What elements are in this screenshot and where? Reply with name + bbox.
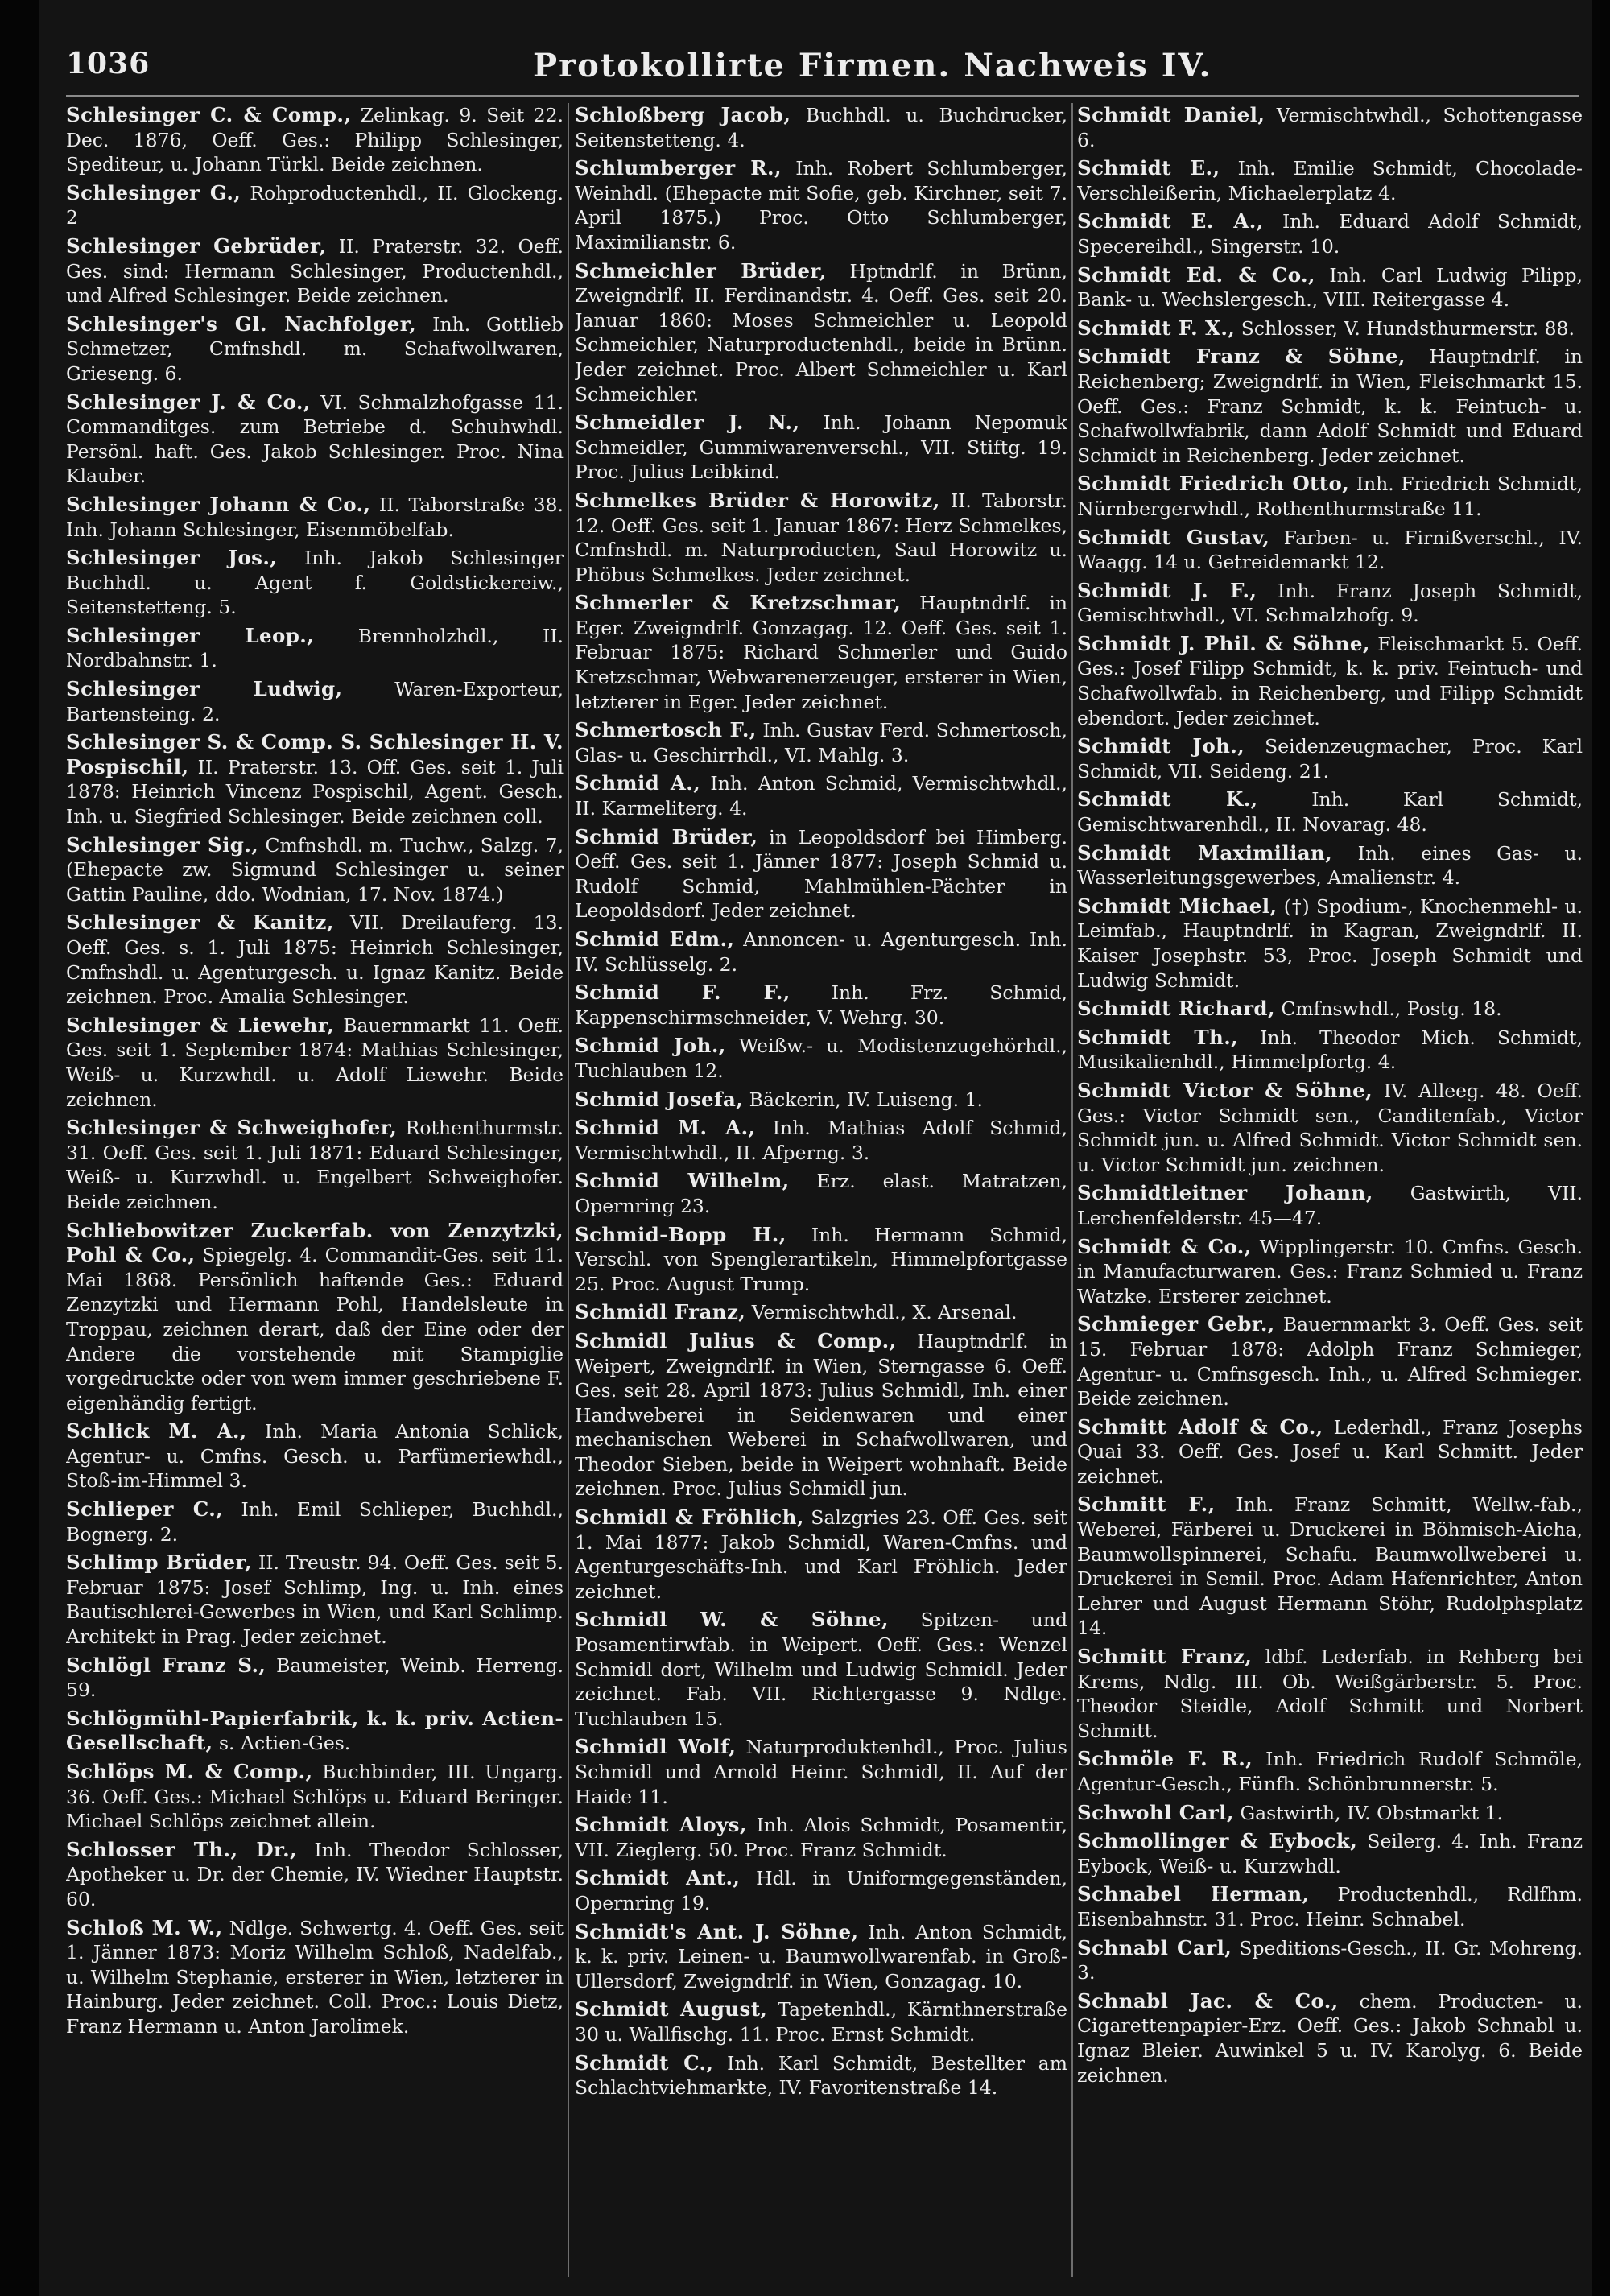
firm-details: Hdl. in Uniformgegenständen, Opernring 19. — [575, 1867, 1067, 1914]
firm-name: Schmidt K., — [1077, 787, 1258, 811]
page-header — [66, 47, 1579, 89]
firm-details: Inh. Anton Schmidt, k. k. priv. Leinen- u. Baumwollwarenfab. in Groß-Ullersdorf, Zweigndrlf. in Wien, Gonzagag. 10. — [575, 1920, 1067, 1992]
firm-details: Hptndrlf. in Brünn, Zweigndrlf. II. Ferdinandstr. 4. Oeff. Ges. seit 20. Januar 1860: Moses Schmeichler u. Leopold Schmeichler, Naturproductenhdl., beide in Brünn. Jeder zeichnet. Proc. Albert Schmeichler u. Karl Schmeichler. — [575, 259, 1067, 406]
firm-entry — [66, 730, 564, 828]
firm-entry — [66, 677, 564, 726]
firm-name: Schmidt Franz & Söhne, — [1077, 345, 1406, 369]
firm-details: Hauptndrlf. in Eger. Zweigndrlf. Gonzagag. 12. Oeff. Ges. seit 1. Februar 1875: Richard Schmerler und Guido Kretzschmar, Webwarenerzeuger, ersterer in Wien, letzterer in Eger. Jeder zeichnet. — [575, 592, 1067, 713]
firm-entry — [575, 1034, 1067, 1083]
firm-name: Schlesinger C. & Comp., — [66, 103, 352, 126]
firm-name: Schliebowitzer Zuckerfab. von Zenzytzki, Pohl & Co., — [66, 1218, 564, 1267]
firm-name: Schmidt J. F., — [1077, 578, 1257, 602]
firm-details: Inh. Anton Schmid, Vermischtwhdl., II. Karmeliterg. 4. — [575, 772, 1067, 820]
firm-entry — [66, 1760, 564, 1834]
firm-details: II. Treustr. 94. Oeff. Ges. seit 5. Februar 1875: Josef Schlimp, Ing. u. Inh. eines Bautischlerei-Gewerbes in Wien, und Karl Schlimp. Architekt in Prag. Jeder zeichnet. — [66, 1551, 564, 1649]
firm-details: VII. Dreilauferg. 13. Oeff. Ges. s. 1. Juli 1875: Heinrich Schlesinger, Cmfnshdl. u. Agenturgesch. u. Ignaz Kanitz. Beide zeichnen. Proc. Amalia Schlesinger. — [66, 911, 564, 1009]
firm-entry — [66, 1838, 564, 1912]
firm-entry — [575, 927, 1067, 977]
firm-details: Inh. Gustav Ferd. Schmertosch, Glas- u. Geschirrhdl., VI. Mahlg. 3. — [575, 719, 1067, 766]
firm-details: Vermischtwhdl., X. Arsenal. — [751, 1301, 1018, 1324]
firm-name: Schmidt's Ant. J. Söhne, — [575, 1919, 859, 1943]
firm-entry — [1077, 1312, 1583, 1410]
firm-details: Inh. Carl Ludwig Pilipp, Bank- u. Wechslergesch., VIII. Reitergasse 4. — [1077, 263, 1583, 312]
firm-name: Schmieger Gebr., — [1077, 1312, 1275, 1336]
firm-details: Hauptndrlf. in Reichenberg; Zweigndrlf. in Wien, Fleischmarkt 15. Oeff. Ges.: Franz Schmidt, k. k. Feintuch- u. Schafwollwfabrik, dann Adolf Schmidt und Eduard Schmidt in Reichenberg. Jeder zeichnet. — [1077, 345, 1583, 467]
firm-name: Schmidl & Fröhlich, — [575, 1505, 804, 1530]
firm-details: Farben- u. Firnißverschl., IV. Waagg. 14 u. Getreidemarkt 12. — [1077, 526, 1583, 574]
firm-entry — [66, 624, 564, 673]
firm-entry — [1077, 209, 1583, 258]
firm-name: Schmidt E. A., — [1077, 209, 1264, 233]
firm-name: Schlesinger Johann & Co., — [66, 492, 371, 516]
firm-name: Schmöle F. R., — [1077, 1747, 1253, 1771]
column-divider — [1071, 103, 1073, 2277]
firm-details: Gastwirth, IV. Obstmarkt 1. — [1240, 1801, 1503, 1824]
firm-name: Schmid Edm., — [575, 927, 735, 951]
firm-entry — [66, 1219, 564, 1416]
firm-entry — [1077, 579, 1583, 628]
firm-details: Gastwirth, VII. Lerchenfelderstr. 45—47. — [1077, 1182, 1583, 1229]
firm-name: Schmid A., — [575, 771, 701, 795]
firm-details: Hauptndrlf. in Weipert, Zweigndrlf. in Wien, Sterngasse 6. Oeff. Ges. seit 28. April 1873: Julius Schmidl, Inh. einer Handweberei in Seidenwaren und einer mechanischen Weberei in Schafwollwaren, und Theodor Sieben, beide in Weipert wohnhaft. Beide zeichnen. Proc. Julius Schmidl jun. — [575, 1329, 1067, 1501]
firm-details: Inh. Franz Joseph Schmidt, Gemischtwhdl., VI. Schmalzhofg. 9. — [1077, 579, 1583, 627]
firm-name: Schmollinger & Eybock, — [1077, 1829, 1358, 1853]
firm-name: Schmitt Adolf & Co., — [1077, 1414, 1323, 1439]
firm-details: Inh. Karl Schmidt, Gemischtwarenhdl., II. Novarag. 48. — [1077, 788, 1583, 836]
firm-entry — [575, 411, 1067, 485]
firm-details: Cmfnshdl. m. Tuchw., Salzg. 7, (Ehepacte zw. Sigmund Schlesinger u. seiner Gattin Pauline, ddo. Wodnian, 17. Nov. 1874.) — [66, 833, 564, 906]
firm-entry — [575, 1223, 1067, 1297]
firm-name: Schmertosch F., — [575, 718, 757, 742]
firm-name: Schmitt F., — [1077, 1493, 1216, 1517]
firm-name: Schnabel Herman, — [1077, 1882, 1310, 1906]
firm-name: Schlesinger Jos., — [66, 546, 278, 570]
firm-name: Schmidt Michael, — [1077, 894, 1278, 918]
firm-entry — [66, 390, 564, 489]
firm-details: Salzgries 23. Off. Ges. seit 1. Mai 1877: Jakob Schmidl, Waren-Cmfns. und Agenturgeschäfts-Inh. und Karl Fröhlich. Jeder zeichnet. — [575, 1506, 1067, 1603]
firm-name: Schmidt Victor & Söhne, — [1077, 1078, 1373, 1102]
firm-name: Schlögmühl-Papierfabrik, k. k. priv. Actien-Gesellschaft, — [66, 1706, 564, 1755]
firm-name: Schmid-Bopp H., — [575, 1222, 786, 1246]
firm-details: Ndlge. Schwertg. 4. Oeff. Ges. seit 1. Jänner 1873: Moriz Wilhelm Schloß, Nadelfab., u. Wilhelm Stephanie, ersterer in Wien, letzterer in Hainburg. Jeder zeichnet. Coll. Proc.: Louis Dietz, Franz Hermann u. Anton Jarolimek. — [66, 1916, 564, 2038]
firm-name: Schmeidler J. N., — [575, 411, 800, 435]
firm-details: IV. Alleeg. 48. Oeff. Ges.: Victor Schmidt sen., Canditenfab., Victor Schmidt jun. u. Alfred Schmidt. Victor Schmidt sen. u. Victor Schmidt jun. zeichnen. — [1077, 1079, 1583, 1176]
firm-name: Schmidt Th., — [1077, 1025, 1239, 1049]
firm-entry — [1077, 787, 1583, 836]
firm-entry — [1077, 156, 1583, 205]
firm-entry — [575, 156, 1067, 254]
firm-name: Schnabl Jac. & Co., — [1077, 1988, 1339, 2013]
firm-details: Inh. Emilie Schmidt, Chocolade-Verschleißerin, Michaelerplatz 4. — [1077, 157, 1583, 204]
firm-entry — [1077, 1747, 1583, 1796]
firm-details: (†) Spodium-, Knochenmehl- u. Leimfab., Hauptndrlf. in Kagran, Zweigndrlf. II. Kaiser Josephstr. 53, Proc. Joseph Schmidt und Ludwig Schmidt. — [1077, 894, 1583, 992]
firm-name: Schmidl Wolf, — [575, 1735, 737, 1759]
firm-name: Schlesinger Ludwig, — [66, 677, 343, 701]
firm-name: Schlesinger & Schweighofer, — [66, 1116, 398, 1140]
firm-entry — [66, 911, 564, 1009]
firm-entry — [575, 825, 1067, 923]
column-1 — [66, 103, 564, 2277]
firm-name: Schlimp Brüder, — [66, 1551, 252, 1575]
firm-entry — [66, 312, 564, 386]
firm-name: Schlesinger & Kanitz, — [66, 911, 334, 935]
firm-name: Schmidt Friedrich Otto, — [1077, 472, 1350, 496]
firm-name: Schmidtleitner Johann, — [1077, 1181, 1373, 1205]
firm-details: Weißw.- u. Modistenzugehörhdl., Tuchlauben 12. — [575, 1034, 1067, 1082]
firm-name: Schmidt August, — [575, 1997, 768, 2021]
firm-name: Schmidt & Co., — [1077, 1234, 1252, 1258]
firm-details: Inh. Johann Nepomuk Schmeidler, Gummiwarenverschl., VII. Stiftg. 19. Proc. Julius Leibkind. — [575, 411, 1067, 484]
firm-name: Schwohl Carl, — [1077, 1800, 1234, 1824]
firm-entry — [66, 1497, 564, 1546]
firm-entry — [1077, 1415, 1583, 1489]
firm-details: Zelinkag. 9. Seit 22. Dec. 1876, Oeff. Ges.: Philipp Schlesinger, Spediteur, u. Johann Türkl. Beide zeichnen. — [66, 104, 564, 176]
firm-details: Productenhdl., Rdlfhm. Eisenbahnstr. 31. Proc. Heinr. Schnabel. — [1077, 1883, 1583, 1931]
firm-name: Schlesinger G., — [66, 180, 242, 204]
firm-entry — [1077, 263, 1583, 312]
firm-name: Schmidl Julius & Comp., — [575, 1328, 897, 1352]
firm-name: Schmid Wilhelm, — [575, 1169, 790, 1193]
firm-name: Schlesinger J. & Co., — [66, 390, 311, 414]
firm-entry — [66, 1707, 564, 1756]
firm-entry — [66, 234, 564, 308]
firm-name: Schmidt Maximilian, — [1077, 840, 1333, 865]
firm-entry — [1077, 1989, 1583, 2087]
firm-details: Vermischtwhdl., Schottengasse 6. — [1077, 104, 1583, 151]
firm-details: Inh. Karl Schmidt, Bestellter am Schlachtviehmarkte, IV. Favoritenstraße 14. — [575, 2051, 1067, 2100]
firm-details: Spiegelg. 4. Commandit-Ges. seit 11. Mai 1868. Persönlich haftende Ges.: Eduard Zenzytzki und Hermann Pohl, Handelsleute in Troppau, zeichnen derart, daß der Eine oder der Andere die vorstehende mit Stampiglie vorgedruckte oder von wem immer geschriebene F. eigenhändig fertigt. — [66, 1244, 564, 1414]
firm-entry — [66, 1116, 564, 1214]
firm-name: Schlesinger Leop., — [66, 623, 315, 647]
firm-details: Inh. Jakob Schlesinger Buchhdl. u. Agent f. Goldstickereiw., Seitenstetteng. 5. — [66, 547, 564, 619]
firm-entry — [575, 1608, 1067, 1731]
firm-details: Inh. Frz. Schmid, Kappenschirmschneider, V. Wehrg. 30. — [575, 981, 1067, 1029]
firm-name: Schlesinger's Gl. Nachfolger, — [66, 312, 417, 336]
firm-entry — [1077, 1936, 1583, 1985]
firm-entry — [1077, 103, 1583, 152]
firm-details: Spitzen- und Posamentirwfab. in Weipert. Oeff. Ges.: Wenzel Schmidl dort, Wilhelm und Ludwig Schmidl. Jeder zeichnet. Fab. VII. Richtergasse 9. Ndlge. Tuchlauben 15. — [575, 1608, 1067, 1730]
firm-entry — [66, 1916, 564, 2039]
firm-details: Lederhdl., Franz Josephs Quai 33. Oeff. Ges. Josef u. Karl Schmitt. Jeder zeichnet. — [1077, 1415, 1583, 1488]
firm-details: Fleischmarkt 5. Oeff. Ges.: Josef Filipp Schmidt, k. k. priv. Feintuch- und Schafwollwfab. in Reichenberg, und Filipp Schmidt ebendort. Jeder zeichnet. — [1077, 632, 1583, 729]
firm-details: Bäckerin, IV. Luiseng. 1. — [749, 1088, 983, 1111]
firm-name: Schmidl Franz, — [575, 1300, 746, 1324]
firm-details: Inh. Eduard Adolf Schmidt, Specereihdl., Singerstr. 10. — [1077, 210, 1583, 258]
firm-entry — [1077, 1493, 1583, 1641]
firm-details: Seidenzeugmacher, Proc. Karl Schmidt, VII. Seideng. 21. — [1077, 735, 1583, 783]
firm-entry — [66, 1551, 564, 1649]
firm-details: Inh. Friedrich Schmidt, Nürnbergerwhdl., Rothenthurmstraße 11. — [1077, 473, 1583, 520]
firm-details: in Leopoldsdorf bei Himberg. Oeff. Ges. seit 1. Jänner 1877: Joseph Schmid u. Rudolf Schmid, Mahlmühlen-Pächter in Leopoldsdorf. Jeder zeichnet. — [575, 825, 1067, 923]
firm-details: II. Taborstr. 12. Oeff. Ges. seit 1. Januar 1867: Herz Schmelkes, Cmfnshdl. m. Naturproducten, Saul Horowitz u. Phöbus Schmelkes. Jeder zeichnet. — [575, 489, 1067, 586]
firm-entry — [1077, 1181, 1583, 1230]
firm-entry — [575, 1813, 1067, 1862]
firm-entry — [1077, 345, 1583, 468]
firm-details: Schlosser, V. Hundsthurmerstr. 88. — [1241, 316, 1575, 340]
firm-details: II. Taborstraße 38. Inh. Johann Schlesinger, Eisenmöbelfab. — [66, 493, 564, 541]
firm-name: Schmidt Ant., — [575, 1866, 741, 1890]
firm-entry — [575, 1505, 1067, 1604]
firm-entry — [1077, 1026, 1583, 1075]
firm-details: Rohproductenhdl., II. Glockeng. 2 — [66, 181, 564, 229]
firm-entry — [1077, 316, 1583, 341]
firm-name: Schlick M. A., — [66, 1419, 247, 1443]
firm-details: Speditions-Gesch., II. Gr. Mohreng. 3. — [1077, 1936, 1583, 1984]
firm-entry — [66, 833, 564, 907]
firm-details: Buchbinder, III. Ungarg. 36. Oeff. Ges.: Michael Schlöps u. Eduard Beringer. Michael Schlöps zeichnet allein. — [66, 1761, 564, 1833]
firm-entry — [575, 1920, 1067, 1994]
firm-details: Rothenthurmstr. 31. Oeff. Ges. seit 1. Juli 1871: Eduard Schlesinger, Weiß- u. Kurzwhdl. u. Engelbert Schweighofer. Beide zeichnen. — [66, 1117, 564, 1213]
firm-name: Schmidt Richard, — [1077, 997, 1275, 1021]
firm-entry — [1077, 526, 1583, 575]
firm-details: Naturproduktenhdl., Proc. Julius Schmidl und Arnold Heinr. Schmidl, II. Auf der Haide 11. — [575, 1736, 1067, 1808]
firm-name: Schmidt C., — [575, 2050, 714, 2075]
firm-details: Buchhdl. u. Buchdrucker, Seitenstetteng. 4. — [575, 104, 1067, 151]
running-title: Protokollirte Firmen. Nachweis IV. — [533, 47, 1212, 85]
firm-details: s. Actien-Ges. — [218, 1732, 351, 1755]
firm-details: Inh. Gottlieb Schmetzer, Cmfnshdl. m. Schafwollwaren, Grieseng. 6. — [66, 312, 564, 385]
firm-details: Cmfnswhdl., Postg. 18. — [1281, 997, 1502, 1021]
firm-details: Bauernmarkt 3. Oeff. Ges. seit 15. Februar 1878: Adolph Franz Schmieger, Agentur- u. Cmfnsgesch. Inh., u. Alfred Schmieger. Beide zeichnen. — [1077, 1313, 1583, 1410]
firm-name: Schmidt Gustav, — [1077, 525, 1270, 549]
firm-details: II. Praterstr. 13. Off. Ges. seit 1. Juli 1878: Heinrich Vincenz Pospischil, Agent. Gesch. Inh. u. Siegfried Schlesinger. Beide zeichnen coll. — [66, 755, 564, 828]
firm-details: Seilerg. 4. Inh. Franz Eybock, Weiß- u. Kurzwhdl. — [1077, 1830, 1583, 1877]
firm-entry — [575, 103, 1067, 152]
firm-entry — [1077, 472, 1583, 521]
firm-details: Inh. Robert Schlumberger, Weinhdl. (Ehepacte mit Sofie, geb. Kirchner, seit 7. April 1875.) Proc. Otto Schlumberger, Maximilianstr. 6. — [575, 157, 1067, 254]
firm-entry — [1077, 997, 1583, 1022]
firm-details: II. Praterstr. 32. Oeff. Ges. sind: Hermann Schlesinger, Productenhdl., und Alfred Schlesinger. Beide zeichnen. — [66, 234, 564, 308]
firm-name: Schmid M. A., — [575, 1116, 756, 1140]
firm-name: Schmidt Joh., — [1077, 734, 1245, 758]
firm-details: Erz. elast. Matratzen, Opernring 23. — [575, 1170, 1067, 1217]
firm-entry — [1077, 734, 1583, 783]
firm-details: Waren-Exporteur, Bartensteing. 2. — [66, 678, 564, 725]
firm-entry — [1077, 1645, 1583, 1743]
column-3 — [1077, 103, 1583, 2277]
firm-details: Inh. Mathias Adolf Schmid, Vermischtwhdl., II. Afperng. 3. — [575, 1117, 1067, 1164]
firm-entry — [575, 591, 1067, 714]
firm-details: Inh. Theodor Mich. Schmidt, Musikalienhdl., Himmelpfortg. 4. — [1077, 1026, 1583, 1074]
firm-entry — [1077, 1235, 1583, 1309]
firm-entry — [66, 493, 564, 542]
firm-details: Baumeister, Weinb. Herreng. 59. — [66, 1654, 564, 1702]
firm-name: Schmid Joh., — [575, 1034, 726, 1058]
firm-name: Schmidt Aloys, — [575, 1813, 747, 1837]
firm-name: Schlosser Th., Dr., — [66, 1837, 297, 1861]
firm-entry — [575, 1997, 1067, 2046]
firm-entry — [66, 1014, 564, 1112]
firm-name: Schmidl W. & Söhne, — [575, 1608, 889, 1632]
firm-entry — [575, 1329, 1067, 1501]
firm-entry — [575, 1735, 1067, 1809]
firm-entry — [575, 1866, 1067, 1915]
firm-name: Schlesinger Sig., — [66, 832, 259, 857]
firm-details: Inh. Maria Antonia Schlick, Agentur- u. Cmfns. Gesch. u. Parfümeriewhdl., Stoß-im-Himmel 3. — [66, 1420, 564, 1493]
firm-name: Schloßberg Jacob, — [575, 103, 791, 126]
scan-left-edge — [0, 0, 39, 2296]
firm-name: Schmerler & Kretzschmar, — [575, 591, 902, 615]
firm-details: Inh. Hermann Schmid, Verschl. von Spenglerartikeln, Himmelpfortgasse 25. Proc. August Trump. — [575, 1223, 1067, 1295]
firm-name: Schmidt F. X., — [1077, 316, 1236, 340]
firm-details: Inh. Franz Schmitt, Wellw.-fab., Weberei, Färberei u. Druckerei in Böhmisch-Aicha, Baumwollspinnerei, Schafu. Baumwollweberei u. Druckerei in Semil. Proc. Adam Hafenrichter, Anton Lehrer und August Hermann Stöhr, Rudolphsplatz 14. — [1077, 1493, 1583, 1640]
firm-details: VI. Schmalzhofgasse 11. Commanditges. zum Betriebe d. Schuhwhdl. Persönl. haft. Ges. Jakob Schlesinger. Proc. Nina Klauber. — [66, 390, 564, 488]
firm-details: Inh. Theodor Schlosser, Apotheker u. Dr. der Chemie, IV. Wiedner Hauptstr. 60. — [66, 1838, 564, 1910]
firm-entry — [66, 181, 564, 230]
firm-entry — [1077, 1079, 1583, 1177]
firm-entry — [575, 1088, 1067, 1113]
firm-entry — [1077, 841, 1583, 890]
firm-details: Brennholzhdl., II. Nordbahnstr. 1. — [66, 624, 564, 672]
firm-details: Inh. eines Gas- u. Wasserleitungsgewerbes, Amalienstr. 4. — [1077, 841, 1583, 890]
firm-name: Schmidt J. Phil. & Söhne, — [1077, 631, 1370, 655]
firm-name: Schlöps M. & Comp., — [66, 1760, 313, 1783]
firm-entry — [575, 259, 1067, 407]
firm-entry — [66, 103, 564, 177]
firm-details: Tapetenhdl., Kärnthnerstraße 30 u. Wallfischg. 11. Proc. Ernst Schmidt. — [575, 1998, 1067, 2046]
firm-name: Schlumberger R., — [575, 156, 782, 180]
firm-name: Schlögl Franz S., — [66, 1653, 266, 1677]
page-number: 1036 — [66, 47, 151, 81]
firm-entry — [66, 1419, 564, 1493]
firm-entry — [1077, 1882, 1583, 1931]
firm-entry — [1077, 632, 1583, 730]
firm-name: Schmelkes Brüder & Horowitz, — [575, 488, 940, 512]
firm-entry — [575, 718, 1067, 767]
firm-entry — [1077, 894, 1583, 993]
firm-name: Schlesinger Gebrüder, — [66, 233, 327, 258]
firm-entry — [575, 981, 1067, 1030]
column-2 — [575, 103, 1067, 2277]
firm-name: Schlieper C., — [66, 1497, 224, 1522]
firm-details: ldbf. Lederfab. in Rehberg bei Krems, Ndlg. III. Ob. Weißgärberstr. 5. Proc. Theodor Steidle, Adolf Schmitt und Norbert Schmitt. — [1077, 1646, 1583, 1742]
firm-entry — [66, 1654, 564, 1703]
firm-details: Inh. Alois Schmidt, Posamentir, VII. Zieglerg. 50. Proc. Franz Schmidt. — [575, 1814, 1067, 1861]
firm-name: Schmidt Daniel, — [1077, 103, 1265, 126]
firm-name: Schnabl Carl, — [1077, 1935, 1232, 1959]
firm-entry — [1077, 1829, 1583, 1878]
firm-entry — [575, 1169, 1067, 1218]
firm-entry — [575, 1300, 1067, 1325]
firm-entry — [575, 489, 1067, 587]
firm-name: Schmid Josefa, — [575, 1087, 744, 1111]
firm-name: Schlesinger & Liewehr, — [66, 1013, 335, 1037]
firm-entry — [575, 2051, 1067, 2100]
firm-name: Schmitt Franz, — [1077, 1645, 1253, 1669]
firm-name: Schmidt E., — [1077, 156, 1220, 180]
firm-entry — [1077, 1801, 1583, 1826]
firm-details: Wipplingerstr. 10. Cmfns. Gesch. in Manufacturwaren. Ges.: Franz Schmied u. Franz Watzke. Ersterer zeichnet. — [1077, 1235, 1583, 1307]
firm-details: Annoncen- u. Agenturgesch. Inh. IV. Schlüsselg. 2. — [575, 928, 1067, 976]
firm-details: Bauernmarkt 11. Oeff. Ges. seit 1. September 1874: Mathias Schlesinger, Weiß- u. Kurzwhdl. u. Adolf Liewehr. Beide zeichnen. — [66, 1014, 564, 1111]
scan-right-edge — [1592, 0, 1610, 2296]
firm-entry — [66, 546, 564, 620]
firm-name: Schmid Brüder, — [575, 824, 758, 849]
firm-entry — [575, 1116, 1067, 1165]
firm-details: Inh. Friedrich Rudolf Schmöle, Agentur-Gesch., Fünfh. Schönbrunnerstr. 5. — [1077, 1748, 1583, 1795]
firm-entry — [575, 771, 1067, 820]
firm-name: Schmidt Ed. & Co., — [1077, 262, 1315, 287]
firm-details: chem. Producten- u. Cigarettenpapier-Erz. Oeff. Ges.: Jakob Schnabl u. Ignaz Bleier. Auwinkel 5 u. IV. Karolyg. 6. Beide zeichnen. — [1077, 1989, 1583, 2087]
firm-name: Schlesinger S. & Comp. S. Schlesinger H. V. Pospischil, — [66, 730, 564, 778]
firm-name: Schmeichler Brüder, — [575, 258, 827, 283]
firm-details: Inh. Emil Schlieper, Buchhdl., Bognerg. 2. — [66, 1498, 564, 1546]
firm-name: Schmid F. F., — [575, 981, 791, 1005]
header-rule — [66, 95, 1579, 97]
firm-name: Schloß M. W., — [66, 1915, 223, 1939]
column-divider — [568, 103, 569, 2277]
